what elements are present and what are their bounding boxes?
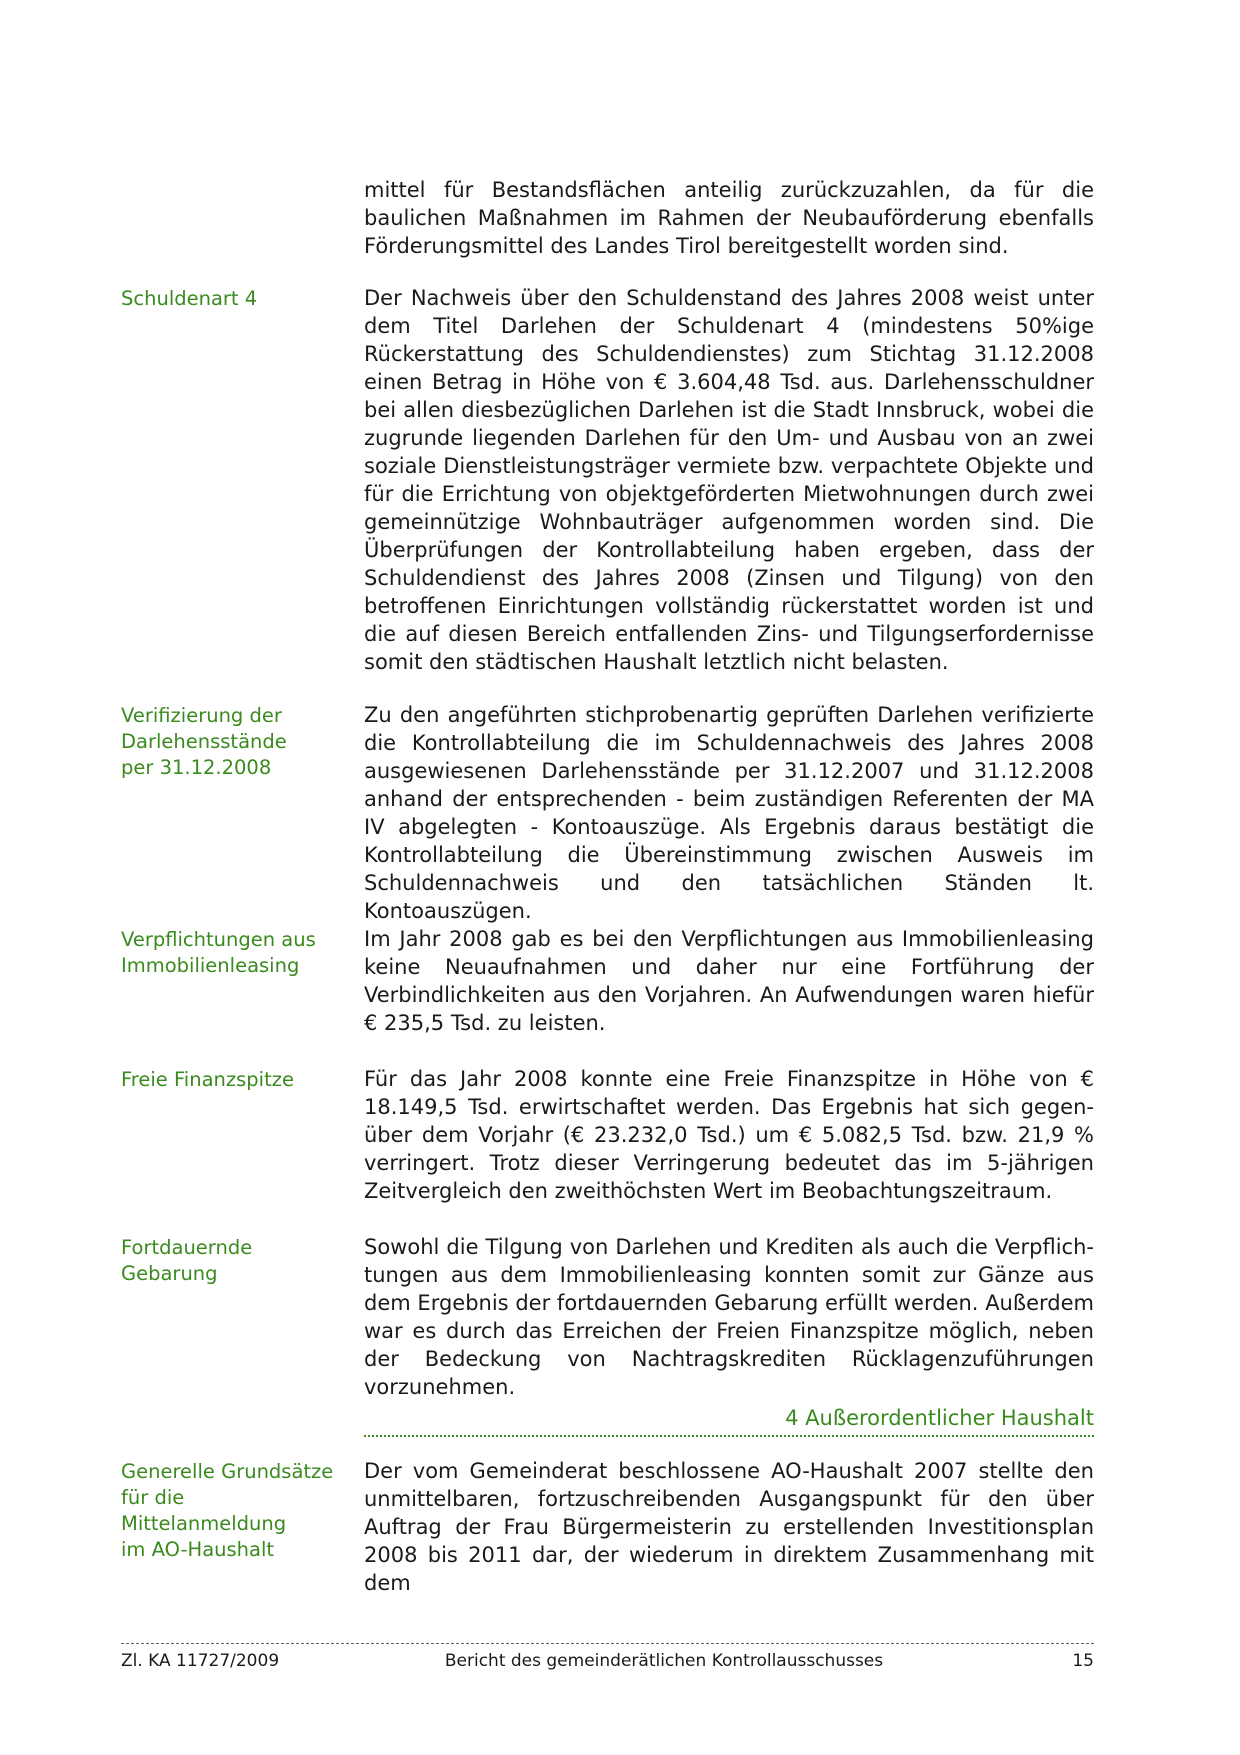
section-heading: 4 Außerordentlicher Haushalt	[785, 1406, 1094, 1430]
margin-note-schuldenart-4: Schuldenart 4	[121, 287, 258, 310]
paragraph-freie-finanzspitze: Für das Jahr 2008 konnte eine Freie Finanzspitze in Höhe von € 18.149,5 Tsd. erwirtschaftet werden. Das Ergebnis hat sich gegenüber dem Vorjahr (€ 23.232,0 Tsd.) um € 5.082,5 Tsd. bzw. 21,9 % verringert. Trotz dieser Verringerung bedeutet das im 5-jährigen Zeitvergleich den zweithöchsten Wert im Beobachtungszeitraum.	[364, 1067, 1094, 1203]
paragraph-schuldenart-4: Der Nachweis über den Schuldenstand des Jahres 2008 weist unter dem Titel Darlehen der Schuldenart 4 (mindestens 50%ige Rückerstattung des Schuldendienstes) zum Stichtag 31.12.2008 einen Betrag in Höhe von € 3.604,48 Tsd. aus. Darlehensschuldner bei allen diesbezüglichen Darlehen ist die Stadt Innsbruck, wobei die zugrunde liegenden Darlehen für den Um- und Ausbau von an zwei soziale Dienstleistungsträger vermiete bzw. verpachtete Objekte und für die Errichtung von objektgeförderten Mietwohnungen durch zwei gemeinnützige Wohnbauträger aufgenommen worden sind. Die Überprüfungen der Kontrollabteilung haben ergeben, dass der Schuldendienst des Jahres 2008 (Zinsen und Tilgung) von den betroffenen Einrichtungen vollständig rückerstattet worden ist und die auf diesen Bereich entfallenden Zins- und Tilgungserfordernisse somit den städtischen Haushalt letztlich nicht belasten.	[364, 286, 1094, 674]
margin-note-verpflichtungen: Verpflichtungen aus Immobilienleasing	[121, 928, 316, 977]
paragraph-continuation: mittel für Bestandsflächen anteilig zurückzuzahlen, da für die baulichen Maßnahmen im Rahmen der Neubauförderung ebenfalls Förderungsmittel des Landes Tirol bereitgestellt worden sind.	[364, 178, 1094, 258]
paragraph-fortdauernde-gebarung: Sowohl die Tilgung von Darlehen und Krediten als auch die Verpflichtungen aus dem Immobilienleasing konnten somit zur Gänze aus dem Ergebnis der fortdauernden Gebarung erfüllt werden. Außerdem war es durch das Erreichen der Freien Finanzspitze möglich, neben der Bedeckung von Nachtragskrediten Rücklagenzuführungen vorzunehmen.	[364, 1235, 1094, 1399]
margin-note-generelle-grundsaetze: Generelle Grundsätze für die Mittelanmeldung im AO-Haushalt	[121, 1460, 334, 1561]
paragraph-verpflichtungen: Im Jahr 2008 gab es bei den Verpflichtungen aus Immobilienleasing keine Neuaufnahmen und daher nur eine Fortführung der Verbindlichkeiten aus den Vorjahren. An Aufwendungen waren hiefür € 235,5 Tsd. zu leisten.	[364, 927, 1094, 1035]
margin-note-verifizierung: Verifizierung der Darlehensstände per 31.12.2008	[121, 704, 287, 779]
page-number: 15	[1072, 1651, 1094, 1671]
section-divider	[364, 1435, 1094, 1437]
footer-title: Bericht des gemeinderätlichen Kontrollausschusses	[444, 1651, 884, 1671]
margin-note-fortdauernde-gebarung: Fortdauernde Gebarung	[121, 1236, 253, 1285]
paragraph-verifizierung: Zu den angeführten stichprobenartig geprüften Darlehen verifizierte die Kontrollabteilung die im Schuldennachweis des Jahres 2008 ausgewiesenen Darlehensstände per 31.12.2007 und 31.12.2008 anhand der entsprechenden - beim zuständigen Referenten der MA IV abgelegten - Kontoauszüge. Als Ergebnis daraus bestätigt die Kontrollabteilung die Übereinstimmung zwischen Ausweis im Schuldennachweis und den tatsächlichen Ständen lt. Kontoauszügen.	[364, 703, 1094, 923]
margin-note-freie-finanzspitze: Freie Finanzspitze	[121, 1068, 294, 1091]
footer-divider	[121, 1643, 1094, 1644]
footer-reference: Zl. KA 11727/2009	[121, 1651, 280, 1671]
paragraph-generelle-grundsaetze: Der vom Gemeinderat beschlossene AO-Haushalt 2007 stellte den unmittelbaren, fortzuschreibenden Ausgangspunkt für den über Auftrag der Frau Bürgermeisterin zu erstellenden Investitionsplan 2008 bis 2011 dar, der wiederum in direktem Zusammenhang mit dem	[364, 1459, 1094, 1595]
